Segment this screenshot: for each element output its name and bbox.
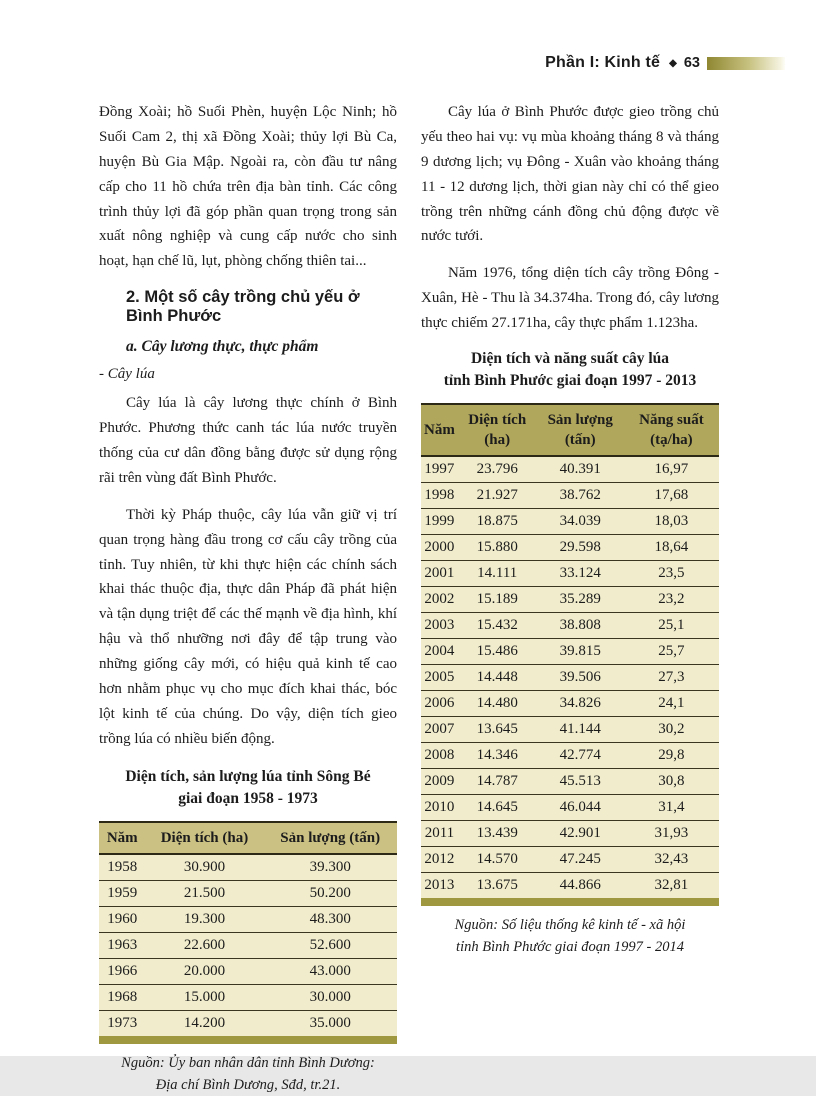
section-heading: 2. Một số cây trồng chủ yếu ở Bình Phước [126,288,360,326]
source-line1: Nguồn: Ủy ban nhân dân tỉnh Bình Dương: [121,1054,375,1071]
paragraph: Cây lúa ở Bình Phước được gieo trồng chủ yếu theo hai vụ: vụ mùa khoảng tháng 8 và tháng 9 dương lịch; vụ Đông - Xuân vào khoảng tháng 11 - 12 dương lịch, thời gian này chỉ có thể gieo trồng trên những cánh đồng chủ động được về nước tưới. [421,104,719,245]
table-cell: 14.645 [458,795,537,821]
table-cell: 13.645 [458,717,537,743]
source-line2: tỉnh Bình Phước giai đoạn 1997 - 2014 [456,939,684,956]
list-item: - Cây lúa [99,366,155,383]
table-header-row [99,822,397,854]
table-row [99,1010,397,1036]
table-cell: 2002 [421,587,458,613]
table-cell: 46.044 [537,795,624,821]
table-cell: 45.513 [537,769,624,795]
table-cell: 38.762 [537,483,624,509]
section-title: Phần I: Kinh tế [545,54,661,71]
table-cell: 24,1 [624,691,719,717]
table-row [421,717,719,743]
table-row [421,665,719,691]
table-row [421,795,719,821]
table-cell: 13.439 [458,821,537,847]
table-cell: 2004 [421,639,458,665]
column-header: Sản lượng (tấn) [263,822,397,854]
table-cell: 2005 [421,665,458,691]
table-cell: 14.787 [458,769,537,795]
table-cell: 30,2 [624,717,719,743]
table-cell: 25,7 [624,639,719,665]
table-row [99,880,397,906]
table-row [421,769,719,795]
table-cell: 25,1 [624,613,719,639]
table-cell: 47.245 [537,847,624,873]
table-cell: 15.000 [145,984,263,1010]
table-cell: 2008 [421,743,458,769]
table-cell: 27,3 [624,665,719,691]
table-cell: 21.500 [145,880,263,906]
table-binh-phuoc-wrap [421,403,719,907]
table-title-line1: Diện tích và năng suất cây lúa [470,350,670,368]
table-cell: 22.600 [145,932,263,958]
header-gradient-bar [707,57,785,70]
table-row [421,613,719,639]
table-cell: 34.039 [537,509,624,535]
table-cell: 50.200 [263,880,397,906]
table-cell: 30,8 [624,769,719,795]
table-cell: 41.144 [537,717,624,743]
table-cell: 2010 [421,795,458,821]
table-row [421,509,719,535]
table-cell: 31,93 [624,821,719,847]
table-title-line1: Diện tích, sản lượng lúa tỉnh Sông Bé [125,767,371,785]
table-cell: 15.486 [458,639,537,665]
table-cell: 2007 [421,717,458,743]
table-cell: 42.774 [537,743,624,769]
table-cell: 39.506 [537,665,624,691]
table-row [421,821,719,847]
table-title-line2: giai đoạn 1958 - 1973 [178,790,318,808]
table-cell: 23,5 [624,561,719,587]
table-cell: 2000 [421,535,458,561]
table-cell: 20.000 [145,958,263,984]
table-cell: 23,2 [624,587,719,613]
source-note [99,1053,397,1096]
table-cell: 2001 [421,561,458,587]
table-cell: 14.346 [458,743,537,769]
column-header: Diện tích (ha) [145,822,263,854]
table-cell: 48.300 [263,906,397,932]
table-cell: 32,43 [624,847,719,873]
table-cell: 15.880 [458,535,537,561]
table-row [421,743,719,769]
left-column [99,100,397,1096]
table-title [421,348,719,393]
table-header-row [421,404,719,457]
table-cell: 43.000 [263,958,397,984]
table-cell: 44.866 [537,873,624,899]
paragraph: Đồng Xoài; hồ Suối Phèn, huyện Lộc Ninh; hồ Suối Cam 2, thị xã Đồng Xoài; thủy lợi Bù Ca, huyện Bù Gia Mập. Ngoài ra, còn đầu tư nâng cấp cho 11 hồ chứa trên địa bàn tỉnh. Các công trình thủy lợi đã góp phần quan trọng trong sản xuất nông nghiệp và cung cấp nước cho sinh hoạt, hạn chế lũ, lụt, phòng chống thiên tai... [99,104,397,270]
table-cell: 39.815 [537,639,624,665]
source-note [421,915,719,959]
running-header [545,54,785,72]
table-cell: 18,03 [624,509,719,535]
table-row [421,873,719,899]
table-row [99,906,397,932]
table-song-be [99,821,397,1036]
table-sông-bé-wrap [99,821,397,1044]
column-header: Năm [421,404,458,457]
paragraph: Thời kỳ Pháp thuộc, cây lúa vẫn giữ vị trí quan trọng hàng đầu trong cơ cấu cây trồng của tỉnh. Tuy nhiên, từ khi thực hiện các chính sách khai thác thuộc địa, thực dân Pháp đã phát hiện và tận dụng triệt để các thế mạnh về địa hình, khí hậu và thổ nhưỡng nơi đây để tập trung vào những giống cây mới, có hiệu quả kinh tế cao hơn nhằm phục vụ cho mục đích khai thác, bóc lột kinh tế của chúng. Do vậy, diện tích gieo trồng lúa có nhiều biến động. [99,506,397,747]
table-cell: 1997 [421,456,458,483]
table-cell: 39.300 [263,854,397,881]
table-cell: 33.124 [537,561,624,587]
table-cell: 2011 [421,821,458,847]
table-cell: 18.875 [458,509,537,535]
table-cell: 1999 [421,509,458,535]
table-cell: 14.111 [458,561,537,587]
column-header: Năm [99,822,145,854]
table-row [421,691,719,717]
column-header: Sản lượng (tấn) [537,404,624,457]
table-cell: 1959 [99,880,145,906]
column-header: Năng suất (tạ/ha) [624,404,719,457]
table-cell: 30.900 [145,854,263,881]
table-row [421,561,719,587]
table-row [99,932,397,958]
table-cell: 38.808 [537,613,624,639]
source-line2: Địa chí Bình Dương, Sđd, tr.21. [155,1076,341,1093]
table-row [421,639,719,665]
table-cell: 17,68 [624,483,719,509]
table-cell: 32,81 [624,873,719,899]
table-cell: 1960 [99,906,145,932]
paragraph: Cây lúa là cây lương thực chính ở Bình Phước. Phương thức canh tác lúa nước truyền thống của cư dân đồng bằng được sử dụng rộng rãi trên vùng đất Bình Phước. [99,395,397,486]
table-cell: 1958 [99,854,145,881]
table-cell: 29.598 [537,535,624,561]
sub-heading: a. Cây lương thực, thực phẩm [126,338,319,356]
table-cell: 14.480 [458,691,537,717]
table-row [99,958,397,984]
table-cell: 34.826 [537,691,624,717]
source-line1: Nguồn: Số liệu thống kê kinh tế - xã hội [454,917,686,934]
table-row [421,483,719,509]
table-cell: 19.300 [145,906,263,932]
table-body [421,456,719,898]
table-cell: 16,97 [624,456,719,483]
table-cell: 30.000 [263,984,397,1010]
right-column [421,100,719,1096]
table-cell: 35.289 [537,587,624,613]
table-cell: 13.675 [458,873,537,899]
table-cell: 2009 [421,769,458,795]
table-cell: 1973 [99,1010,145,1036]
table-cell: 35.000 [263,1010,397,1036]
table-row [421,587,719,613]
table-cell: 42.901 [537,821,624,847]
table-row [99,984,397,1010]
table-cell: 14.200 [145,1010,263,1036]
table-cell: 2006 [421,691,458,717]
diamond-icon: ◆ [669,57,677,69]
table-row [421,847,719,873]
two-column-layout [99,100,719,1096]
table-title [99,766,397,811]
table-row [99,854,397,881]
table-cell: 1998 [421,483,458,509]
table-cell: 18,64 [624,535,719,561]
table-row [421,456,719,483]
table-binh-phuoc [421,403,719,899]
table-body [99,854,397,1036]
table-row [421,535,719,561]
table-cell: 14.570 [458,847,537,873]
table-cell: 1966 [99,958,145,984]
table-cell: 23.796 [458,456,537,483]
table-cell: 52.600 [263,932,397,958]
table-cell: 15.432 [458,613,537,639]
table-cell: 14.448 [458,665,537,691]
table-title-line2: tỉnh Bình Phước giai đoạn 1997 - 2013 [443,372,697,390]
paragraph: Năm 1976, tổng diện tích cây trồng Đông - Xuân, Hè - Thu là 34.374ha. Trong đó, cây lương thực chiếm 27.171ha, cây thực phẩm 1.123ha. [421,265,719,332]
table-cell: 31,4 [624,795,719,821]
table-cell: 21.927 [458,483,537,509]
table-cell: 1963 [99,932,145,958]
table-cell: 29,8 [624,743,719,769]
page-number: 63 [683,55,700,71]
table-cell: 2012 [421,847,458,873]
table-cell: 2003 [421,613,458,639]
table-cell: 1968 [99,984,145,1010]
table-cell: 40.391 [537,456,624,483]
table-cell: 15.189 [458,587,537,613]
table-cell: 2013 [421,873,458,899]
column-header: Diện tích (ha) [458,404,537,457]
